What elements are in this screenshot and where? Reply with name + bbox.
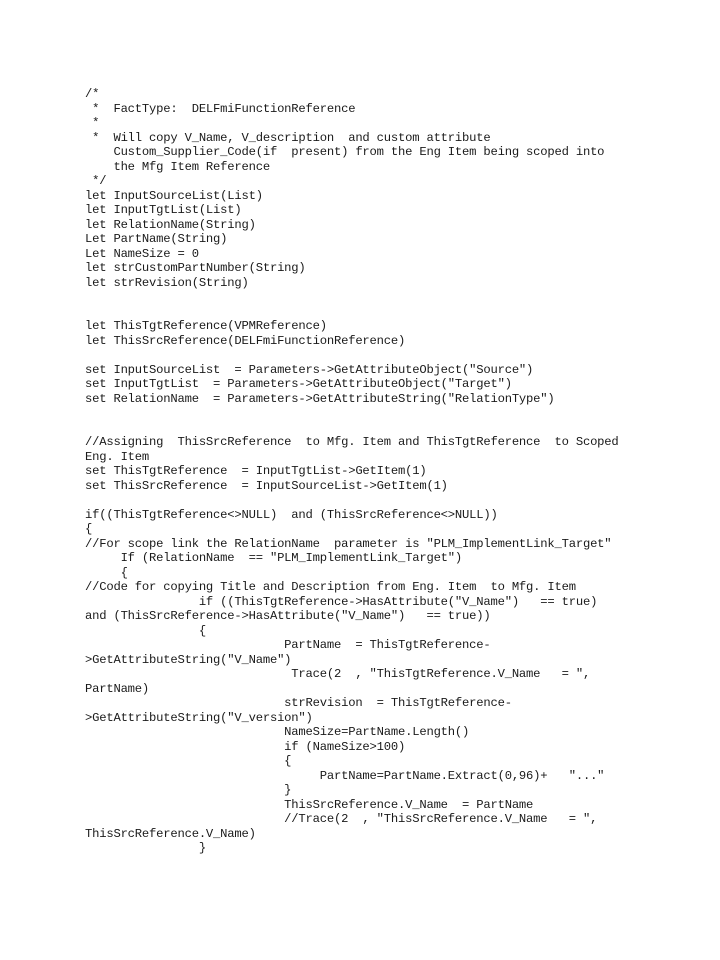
code-line: * Will copy V_Name, V_description and custom attribute bbox=[85, 130, 491, 145]
code-line: >GetAttributeString("V_version") bbox=[85, 710, 313, 725]
code-line: strRevision = ThisTgtReference- bbox=[85, 696, 512, 710]
code-line: //Assigning ThisSrcReference to Mfg. Item and ThisTgtReference to Scoped bbox=[85, 435, 619, 449]
code-line bbox=[85, 421, 705, 436]
code-line: and (ThisSrcReference->HasAttribute("V_Name") == true)) bbox=[85, 609, 491, 623]
code-line bbox=[85, 305, 705, 320]
code-line bbox=[85, 493, 705, 508]
code-line: { bbox=[85, 565, 128, 580]
code-line: NameSize=PartName.Length() bbox=[85, 725, 470, 739]
code-line: Custom_Supplier_Code(if present) from the Eng Item being scoped into bbox=[85, 145, 605, 159]
code-line: the Mfg Item Reference bbox=[85, 159, 270, 174]
code-line: if ((ThisTgtReference->HasAttribute("V_Name") == true) bbox=[85, 594, 598, 609]
code-line: ThisSrcReference.V_Name) bbox=[85, 826, 256, 841]
code-line: Eng. Item bbox=[85, 449, 150, 464]
code-line: Let PartName(String) bbox=[85, 232, 228, 246]
code-line: let InputTgtList(List) bbox=[85, 203, 242, 217]
code-line: { bbox=[85, 754, 292, 768]
code-line: set InputTgtList = Parameters->GetAttributeObject("Target") bbox=[85, 377, 512, 391]
code-line bbox=[85, 348, 705, 363]
code-line: set ThisTgtReference = InputTgtList->GetItem(1) bbox=[85, 464, 427, 478]
code-line: let strRevision(String) bbox=[85, 275, 249, 290]
code-line: } bbox=[85, 783, 292, 797]
code-line: PartName = ThisTgtReference- bbox=[85, 638, 491, 652]
code-line: let RelationName(String) bbox=[85, 217, 256, 232]
code-line: PartName=PartName.Extract(0,96)+ "..." bbox=[85, 768, 605, 783]
code-line: ThisSrcReference.V_Name = PartName bbox=[85, 797, 534, 812]
code-line bbox=[85, 406, 705, 421]
code-line: let InputSourceList(List) bbox=[85, 188, 263, 203]
code-line: * bbox=[85, 116, 100, 130]
code-line: } bbox=[85, 841, 206, 855]
code-line: PartName) bbox=[85, 681, 150, 696]
code-line: */ bbox=[85, 174, 107, 188]
code-line: { bbox=[85, 522, 93, 536]
code-line: let ThisSrcReference(DELFmiFunctionReference) bbox=[85, 333, 406, 348]
code-line: If (RelationName == "PLM_ImplementLink_Target") bbox=[85, 551, 463, 565]
code-listing bbox=[85, 87, 705, 856]
code-line: Let NameSize = 0 bbox=[85, 246, 199, 261]
code-line: Trace(2 , "ThisTgtReference.V_Name = ", bbox=[85, 667, 591, 681]
code-line: let strCustomPartNumber(String) bbox=[85, 261, 306, 275]
code-line: { bbox=[85, 623, 206, 638]
code-line: set RelationName = Parameters->GetAttributeString("RelationType") bbox=[85, 391, 555, 406]
code-line: /* bbox=[85, 87, 100, 101]
code-line: * FactType: DELFmiFunctionReference bbox=[85, 101, 356, 116]
code-line bbox=[85, 290, 705, 305]
code-line: set InputSourceList = Parameters->GetAttributeObject("Source") bbox=[85, 362, 534, 377]
code-line: let ThisTgtReference(VPMReference) bbox=[85, 319, 327, 333]
code-line: set ThisSrcReference = InputSourceList->GetItem(1) bbox=[85, 478, 448, 493]
code-line: //Trace(2 , "ThisSrcReference.V_Name = ", bbox=[85, 812, 598, 826]
code-line: >GetAttributeString("V_Name") bbox=[85, 652, 292, 667]
code-line: if((ThisTgtReference<>NULL) and (ThisSrcReference<>NULL)) bbox=[85, 507, 498, 522]
code-line: //For scope link the RelationName parameter is "PLM_ImplementLink_Target" bbox=[85, 536, 612, 551]
code-line: //Code for copying Title and Description from Eng. Item to Mfg. Item bbox=[85, 580, 576, 594]
code-line: if (NameSize>100) bbox=[85, 739, 406, 754]
